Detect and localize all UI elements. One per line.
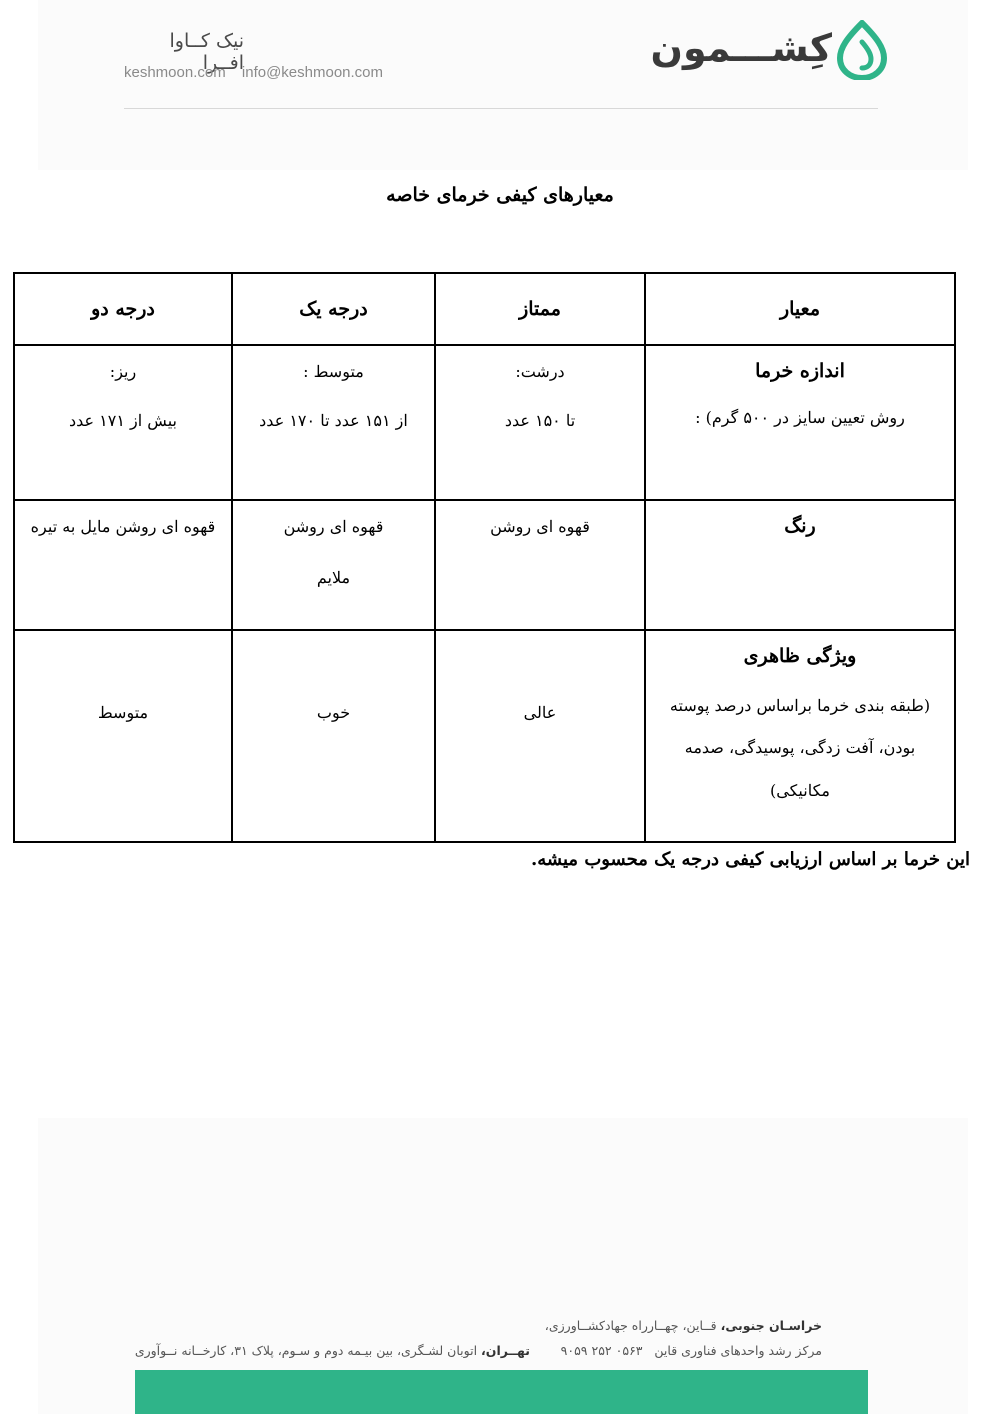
header-divider: [124, 108, 878, 109]
address-text: قــاین، چهــارراه جهادکشــاورزی،: [544, 1318, 721, 1333]
criterion-title: ویژگی ظاهری: [743, 645, 857, 667]
cell-line: ملایم: [316, 567, 351, 587]
cell-line: از ۱۵۱ عدد تا ۱۷۰ عدد: [259, 410, 408, 430]
grade-two-cell: [14, 345, 232, 500]
table-row-color: [14, 500, 955, 630]
grade-two-cell: [14, 500, 232, 630]
footer-brand-bar: [135, 1370, 868, 1414]
criterion-title: رنگ: [784, 515, 816, 537]
grade-one-cell: [232, 500, 435, 630]
email-link[interactable]: info@keshmoon.com: [241, 64, 384, 81]
excellent-cell: [435, 500, 645, 630]
excellent-cell: [435, 630, 645, 842]
contact-line: [124, 64, 395, 81]
note-line: بودن، آفت زدگی، پوسیدگی، صدمه: [684, 738, 916, 758]
cell-line: قهوه ای روشن مایل به تیره: [30, 517, 216, 536]
criterion-cell: [645, 630, 955, 842]
company-name: نیک کــاوا افــرا: [169, 30, 244, 74]
header-criterion: معیار: [645, 273, 955, 345]
excellent-cell: [435, 345, 645, 500]
note-line: مکانیکی): [770, 780, 830, 800]
address-tehran: [135, 1343, 530, 1358]
cell-line: قهوه ای روشن: [283, 517, 384, 536]
table-row-appearance: [14, 630, 955, 842]
center-address: مرکز رشد واحدهای فناوری قاین: [654, 1343, 822, 1358]
address-label: خراسـان جنوبی،: [720, 1318, 822, 1333]
note-line: (طبقه بندی خرما براساس درصد پوسته: [669, 696, 931, 715]
address-center: [561, 1343, 822, 1358]
header-grade-two: درجه دو: [14, 273, 232, 345]
keshmoon-logo: [650, 20, 887, 82]
logo-text: کِشـــمون: [650, 26, 832, 70]
cell-line: متوسط: [97, 703, 149, 722]
cell-line: بیش از ۱۷۱ عدد: [69, 410, 177, 430]
document-title: معیارهای کیفی خرمای خاصه: [386, 184, 614, 206]
criterion-cell: [645, 345, 955, 500]
cell-line: متوسط :: [303, 362, 364, 381]
cell-line: خوب: [316, 703, 351, 722]
criterion-title: اندازه خرما: [755, 360, 845, 382]
table-header-row: [14, 273, 955, 345]
phone-number: ۰۵۶۳ ۲۵۲ ۹۰۵۹: [560, 1343, 643, 1358]
cell-line: ریز:: [109, 362, 137, 381]
header-excellent: ممتاز: [435, 273, 645, 345]
cell-line: قهوه ای روشن: [490, 517, 590, 536]
quality-criteria-table: [13, 272, 956, 843]
address-text: اتوبان لشـگری، بین بیـمه دوم و سـوم، پلاک ۳۱، کارخــانه نــوآوری: [134, 1343, 482, 1358]
drop-logo-icon: [837, 20, 887, 80]
cell-line: عالی: [523, 703, 557, 722]
table-row-size: [14, 345, 955, 500]
grade-two-cell: [14, 630, 232, 842]
cell-line: درشت:: [515, 362, 565, 381]
criterion-note: [646, 685, 954, 812]
grade-one-cell: [232, 345, 435, 500]
website-link[interactable]: keshmoon.com: [124, 64, 226, 81]
criterion-note: روش تعیین سایز در ۵۰۰ گرم) :: [695, 408, 905, 427]
grade-one-cell: [232, 630, 435, 842]
criterion-cell: [645, 500, 955, 630]
address-label: تهــران،: [481, 1343, 530, 1358]
address-south-khorasan: [545, 1318, 822, 1333]
conclusion-text: این خرما بر اساس ارزیابی کیفی درجه یک محسوب میشه.: [531, 849, 970, 870]
header-grade-one: درجه یک: [232, 273, 435, 345]
cell-line: تا ۱۵۰ عدد: [504, 410, 576, 430]
